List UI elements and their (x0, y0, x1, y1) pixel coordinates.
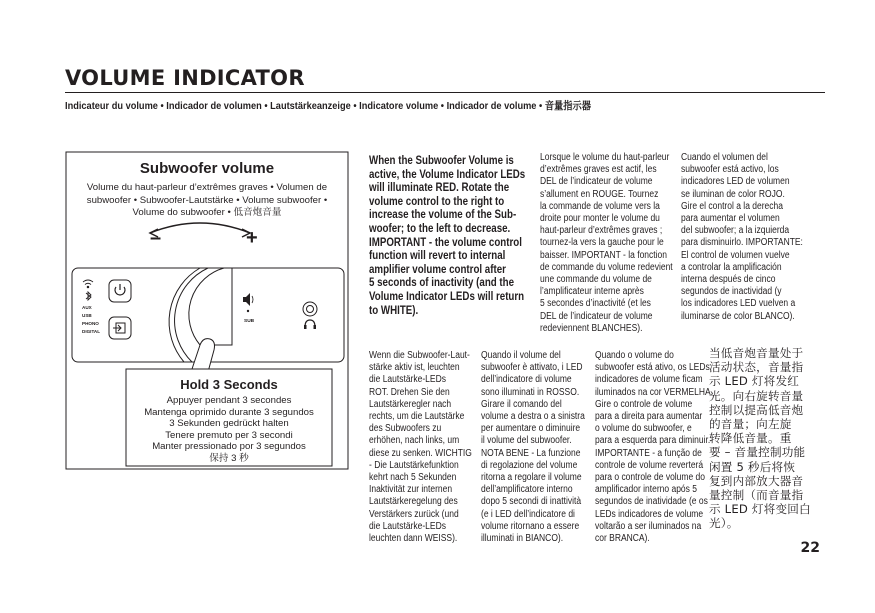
figure-heading: Subwoofer volume (139, 160, 275, 177)
sub-label: SUB (244, 319, 255, 324)
subtitle-translations: Indicateur du volume • Indicador de volumen • Lautstärkeanzeige • Indicatore volume • Indicador de volume • 音量指示器 (65, 100, 592, 112)
source-label-phono: PHONO (82, 321, 99, 326)
input-icon (109, 317, 131, 339)
source-label-usb: USB (82, 313, 92, 318)
text-spanish: Cuando el volumen del subwoofer está activo, los indicadores LED de volumen se iluminan de color ROJO. Gire el control a la derecha para aumentar el volumen del subwoofer; a la izquierda para disminuirlo. IMPORTANTE: El control de volumen vuelve a controlar la amplificación interna después de cinco segundos de inactividad (y los indicadores LED vuelven a iluminarse de color BLANCO). (681, 152, 803, 322)
plus-sign: + (246, 227, 258, 249)
hold-translations: Appuyer pendant 3 secondes Mantenga oprimido durante 3 segundos 3 Sekunden gedrückt halten Tenere premuto per 3 secondi Manter pressionado por 3 segundos 保持 3 秒 (144, 395, 314, 464)
hold-title: Hold 3 Seconds (180, 377, 278, 392)
power-icon (109, 280, 131, 302)
page-title: VOLUME INDICATOR (65, 66, 305, 90)
figure-heading-translations: Volume du haut-parleur d’extrêmes graves • Volumen de subwoofer • Subwoofer-Lautstärke • Volume subwoofer • Volume do subwoofer • 低音炮音量 (86, 182, 328, 219)
text-french: Lorsque le volume du haut-parleur d’extrêmes graves est actif, les DEL de l’indicateur de volume s’allument en ROUGE. Tournez la commande de volume vers la droite pour monter le volume du haut-parleur d’extrêmes graves ; tournez-la vers la gauche pour le baisser. IMPORTANT - la fonction de commande du volume redevient une commande du volume de l’amplificateur interne après 5 secondes d’inactivité (et les DEL de l’indicateur de volume redeviennent BLANCHES). (540, 152, 673, 334)
minus-sign: – (150, 227, 162, 249)
source-label-digital: DIGITAL (82, 329, 101, 334)
text-italian: Quando il volume del subwoofer è attivato, i LED dell’indicatore di volume sono illuminati in ROSSO. Girare il comando del volume a destra o a sinistra per aumentare o diminuire il volume del subwoofer. NOTA BENE - La funzione di regolazione del volume ritorna a regolare il volume dell’amplificatore interno dopo 5 secondi di inattività (e i LED dell’indicatore di volume ritornano a essere illuminati in BIANCO). (481, 350, 585, 545)
page-number: 22 (800, 540, 820, 556)
text-portuguese: Quando o volume do subwoofer está ativo, os LEDs indicadores de volume ficam iluminados na cor VERMELHA. Gire o controle de volume para a direita para aumentar o volume do subwoofer, e para a esquerda para diminuir. IMPORTANTE - a função de controle de volume reverterá para o controle de volume do amplificador interno após 5 segundos de inatividade (e os LEDs indicadores de volume voltarão a ser iluminados na cor BRANCA). (595, 350, 714, 545)
text-english: When the Subwoofer Volume is active, the Volume Indicator LEDs will illuminate RED. Rotate the volume control to the right to increase the volume of the Sub- woofer; to the left to decrease. IMPORTANT - the volume control function will revert to internal amplifier volume control after 5 seconds of inactivity (and the Volume Indicator LEDs will return to WHITE). (369, 154, 526, 317)
text-german: Wenn die Subwoofer-Laut- stärke aktiv ist, leuchten die Lautstärke-LEDs ROT. Drehen Sie den Lautstärkeregler nach rechts, um die Lautstärke des Subwoofers zu erhöhen, nach links, um diese zu senken. WICHTIG - Die Lautstärkefunktion kehrt nach 5 Sekunden Inaktivität zur internen Lautstärkeregelung des Verstärkers zurück (und die Lautstärke-LEDs leuchten dann WEISS). (369, 350, 472, 545)
source-label-aux: AUX (82, 305, 92, 310)
text-chinese: 当低音炮音量处于 活动状态，音量指 示 LED 灯将发红 光。向右旋转音量 控制以提高低音炮 的音量；向左旋 转降低音量。重 要 – 音量控制功能 闲置 5 秒后将恢 复到内部放大器音 量控制（而音量指 示 LED 灯将变回白 光）。 (709, 346, 811, 531)
